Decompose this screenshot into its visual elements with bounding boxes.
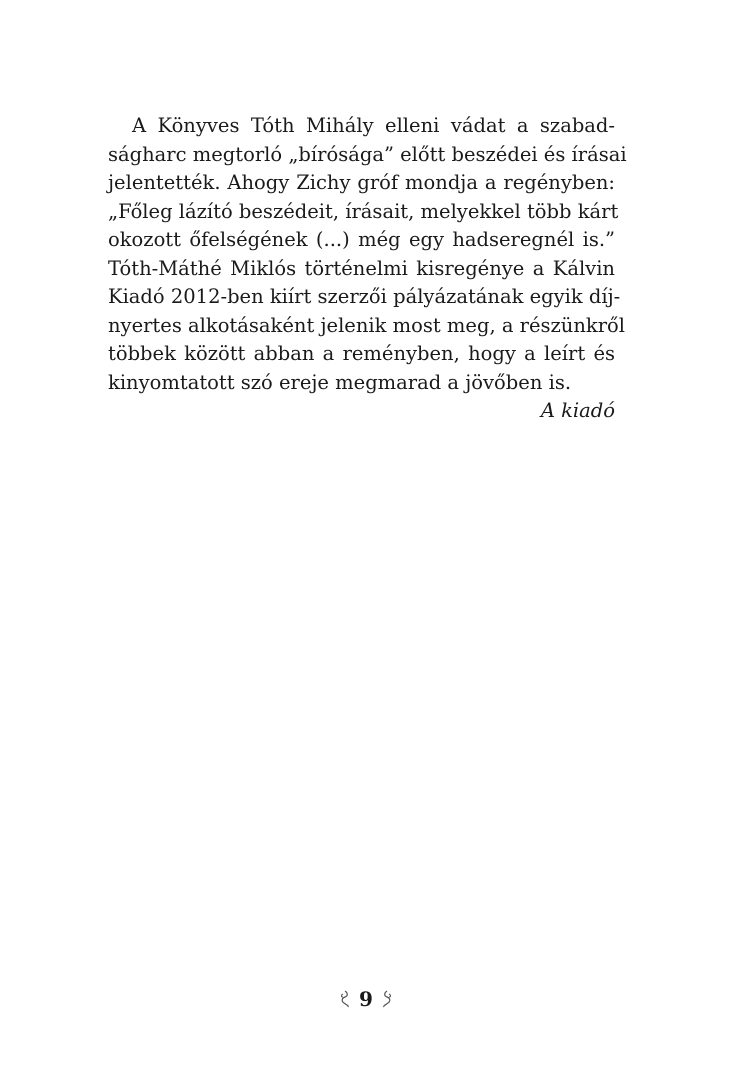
text-line: okozott őfelségének (...) még egy hadseregnél is.”	[108, 228, 615, 251]
text-line: kinyomtatott szó ereje megmarad a jövőben is.	[108, 370, 572, 394]
flourish-left-icon	[339, 990, 351, 1008]
signature: A kiadó	[540, 399, 615, 422]
publisher-note-paragraph	[108, 112, 627, 397]
text-line: jelentették. Ahogy Zichy gróf mondja a regényben:	[108, 171, 615, 194]
page-folio	[0, 983, 732, 1013]
page-number: 9	[359, 986, 373, 1011]
flourish-right-icon	[381, 990, 393, 1008]
text-line: Kiadó 2012-ben kiírt szerzői pályázatának egyik díj-	[108, 285, 621, 308]
text-line: „Főleg lázító beszédeit, írásait, melyekkel több kárt	[108, 199, 619, 223]
text-line: A Könyves Tóth Mihály elleni vádat a szabad-	[132, 114, 615, 137]
text-line: nyertes alkotásaként jelenik most meg, a részünkről	[108, 313, 626, 337]
text-line: Tóth-Máthé Miklós történelmi kisregénye a Kálvin	[108, 256, 615, 280]
text-line: többek között abban a reményben, hogy a leírt és	[108, 342, 615, 365]
text-line: ságharc megtorló „bírósága” előtt beszédei és írásai	[108, 142, 627, 166]
text-block	[108, 112, 627, 426]
